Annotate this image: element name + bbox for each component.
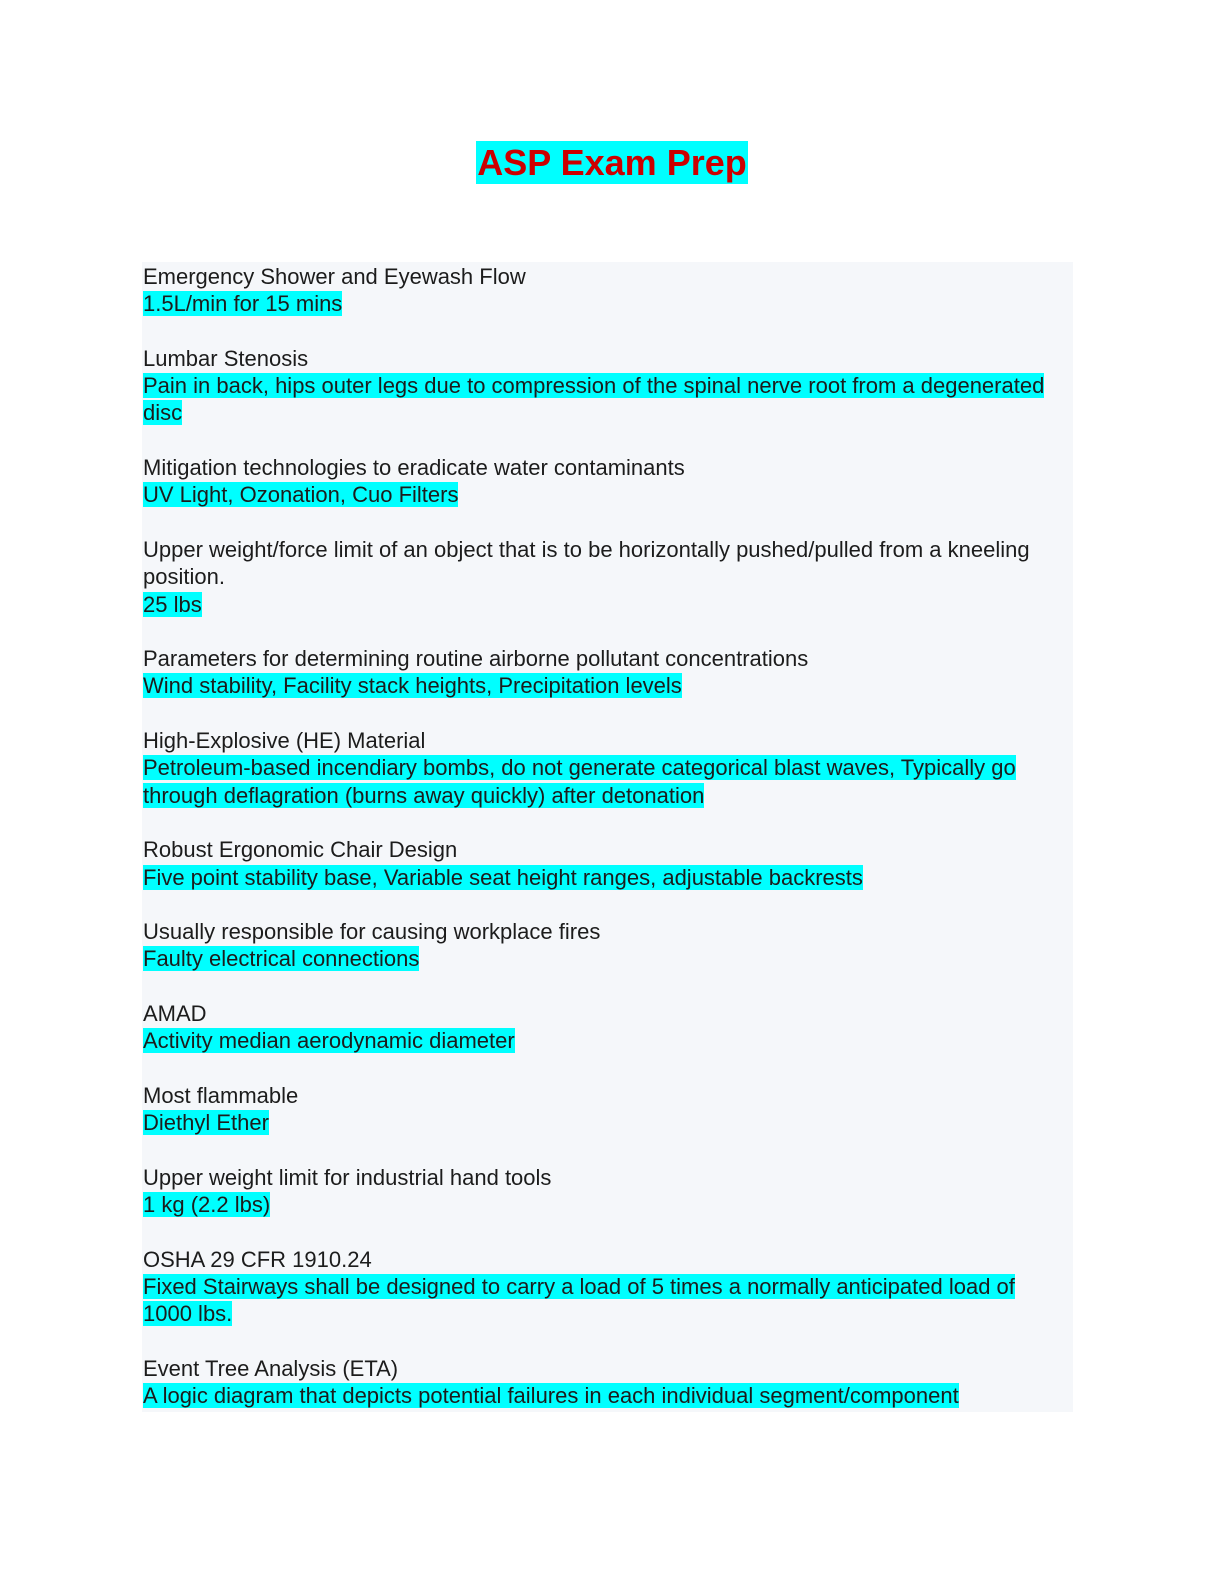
question: Most flammable [143, 1082, 299, 1108]
answer: 1 kg (2.2 lbs) [143, 1192, 271, 1218]
title-container [0, 141, 1224, 184]
qa-item [143, 1355, 1068, 1410]
qa-item [143, 1164, 1068, 1219]
answer: UV Light, Ozonation, Cuo Filters [143, 482, 459, 508]
answer: Activity median aerodynamic diameter [143, 1028, 515, 1054]
question: Mitigation technologies to eradicate water contaminants [143, 455, 685, 481]
question: Upper weight limit for industrial hand tools [143, 1164, 552, 1190]
question: Parameters for determining routine airborne pollutant concentrations [143, 646, 809, 672]
qa-item [143, 727, 1068, 809]
qa-item [143, 918, 1068, 973]
question: Emergency Shower and Eyewash Flow [143, 264, 526, 289]
question: AMAD [143, 1001, 207, 1027]
qa-item [143, 345, 1068, 427]
qa-item [143, 1082, 1068, 1137]
answer: Petroleum-based incendiary bombs, do not generate categorical blast waves, Typically go through deflagration (burns away quickly) after detonation [143, 755, 1016, 808]
answer: 1.5L/min for 15 mins [143, 291, 343, 317]
answer: 25 lbs [143, 591, 202, 617]
question: Upper weight/force limit of an object that is to be horizontally pushed/pulled from a kneeling position. [143, 536, 1030, 590]
question: Usually responsible for causing workplace fires [143, 919, 601, 945]
answer: Diethyl Ether [143, 1110, 269, 1136]
qa-list [143, 263, 1068, 1437]
answer: Faulty electrical connections [143, 946, 420, 972]
qa-item [143, 1246, 1068, 1328]
question: High-Explosive (HE) Material [143, 728, 426, 754]
document-title: ASP Exam Prep [477, 142, 747, 183]
question: Robust Ergonomic Chair Design [143, 837, 458, 863]
answer: Five point stability base, Variable seat height ranges, adjustable backrests [143, 864, 863, 890]
qa-item [143, 645, 1068, 700]
question: Event Tree Analysis (ETA) [143, 1355, 399, 1381]
answer: Fixed Stairways shall be designed to carry a load of 5 times a normally anticipated load of 1000 lbs. [143, 1273, 1015, 1327]
question: OSHA 29 CFR 1910.24 [143, 1246, 372, 1272]
qa-item [143, 836, 1068, 891]
qa-item [143, 536, 1068, 618]
answer: A logic diagram that depicts potential failures in each individual segment/component [143, 1383, 959, 1409]
qa-item [143, 263, 1068, 318]
qa-item [143, 454, 1068, 509]
answer: Pain in back, hips outer legs due to compression of the spinal nerve root from a degenerated disc [143, 373, 1045, 426]
answer: Wind stability, Facility stack heights, Precipitation levels [143, 673, 682, 699]
question: Lumbar Stenosis [143, 345, 309, 371]
qa-item [143, 1000, 1068, 1055]
